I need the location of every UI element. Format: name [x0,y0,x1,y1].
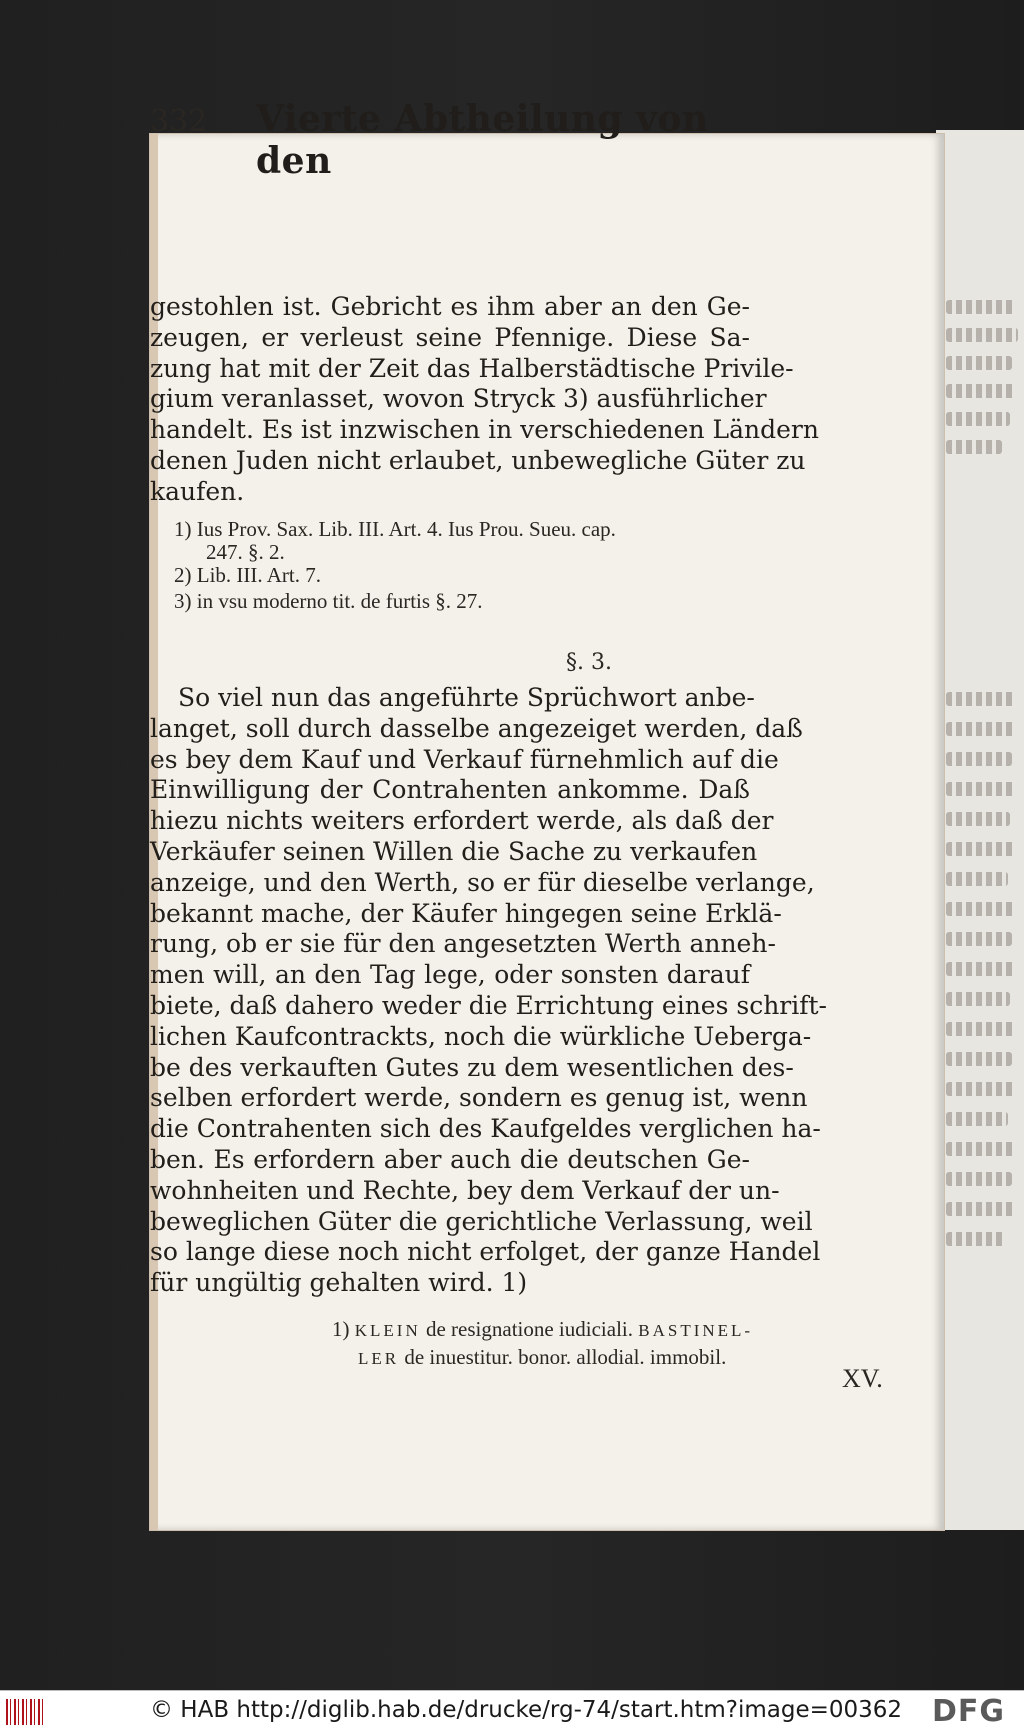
adjacent-page-text [946,1112,1008,1126]
text-line: denen Juden nicht erlaubet, unbewegliche Güter zu [150,445,806,475]
footer-bar [0,1690,1024,1731]
barcode-icon [6,1699,46,1725]
text-line: lichen Kaufcontrackts, noch die würkliche Ueberga- [150,1021,812,1051]
adjacent-page-text [946,1232,1006,1246]
adjacent-page-text [946,812,1010,826]
text-line: So viel nun das angeführte Sprüchwort anbe- [178,683,755,712]
adjacent-page-text [946,722,1016,736]
adjacent-page-text [946,1172,1012,1186]
adjacent-page-text [946,932,1012,946]
adjacent-page-text [946,440,1002,454]
footnotes-1 [174,516,744,614]
text-line: zeugen, er verleust seine Pfennige. Diese Sa- [150,322,750,352]
footnote-text: de resignatione iudiciali. [425,1317,634,1341]
footnote-line: 1) Ius Prov. Sax. Lib. III. Art. 4. Ius Prou. Sueu. cap. [174,517,616,541]
running-head [150,94,770,182]
adjacent-page-text [946,384,1016,398]
adjacent-page-text [946,782,1016,796]
section-heading: §. 3. [566,650,612,675]
text-line: langet, soll durch dasselbe angezeiget werden, daß [150,713,803,743]
footnote-text: de inuestitur. bonor. allodial. immobil. [404,1345,727,1369]
text-line: zung hat mit der Zeit das Halberstädtische Privile- [150,353,794,383]
text-line: men will, an den Tag lege, oder sonsten darauf [150,960,750,990]
text-line: Verkäufer seinen Willen die Sache zu verkaufen [150,836,758,866]
adjacent-page-text [946,1052,1012,1066]
adjacent-page-text [946,872,1008,886]
text-line: handelt. Es ist inzwischen in verschiedenen Ländern [150,415,819,445]
adjacent-page-text [946,356,1012,370]
text-line: bekannt mache, der Käufer hingegen seine Erklä- [150,898,782,928]
footnote-line: 247. §. 2. [206,540,285,564]
dfg-logo: DFG [932,1694,1006,1729]
adjacent-page-text [946,752,1012,766]
adjacent-page-text [946,692,1016,706]
text-line: so lange diese noch nicht erfolget, der ganze Handel [150,1237,821,1267]
adjacent-page-text [946,962,1016,976]
text-line: Einwilligung der Contrahenten ankomme. Daß [150,775,750,805]
text-line: die Contrahenten sich des Kaufgeldes verglichen ha- [150,1114,821,1144]
paragraph-2 [150,683,828,1299]
text-line: beweglichen Güter die gerichtliche Verlassung, weil [150,1206,813,1236]
footnote-marker: 1) [332,1317,350,1341]
catchword: XV. [842,1364,883,1393]
text-line: wohnheiten und Rechte, bey dem Verkauf der un- [150,1175,780,1205]
adjacent-page-text [946,300,1016,314]
adjacent-page-text [946,1142,1016,1156]
text-line: biete, daß dahero weder die Errichtung eines schrift- [150,990,828,1020]
footnote-line: 3) in vsu moderno tit. de furtis §. 27. [174,589,483,613]
attribution-link[interactable]: © HAB http://diglib.hab.de/drucke/rg-74/start.htm?image=00362 [150,1697,903,1723]
text-line: für ungültig gehalten wird. 1) [150,1268,528,1298]
text-line: ben. Es erfordern aber auch die deutschen Ge- [150,1144,750,1174]
adjacent-page-text [946,902,1016,916]
text-line: anzeige, und den Werth, so er für dieselbe verlange, [150,867,815,897]
text-line: be des verkauften Gutes zu dem wesentlichen des- [150,1052,794,1082]
text-line: gium veranlasset, wovon Stryck 3) ausführlicher [150,384,767,414]
footnote-author: BASTINEL- [638,1321,754,1340]
text-line: kaufen. [150,476,245,506]
adjacent-page-text [946,412,1010,426]
footnote-author: LER [358,1349,400,1368]
paragraph-1 [150,292,819,508]
adjacent-page-text [946,1082,1016,1096]
text-line: hiezu nichts weiters erfordert werde, als daß der [150,806,774,836]
footnote-2 [332,1316,892,1372]
text-line: es bey dem Kauf und Verkauf fürnehmlich auf die [150,744,779,774]
page-number: 332 [150,104,208,139]
adjacent-page-text [946,1022,1016,1036]
running-head-title: Vierte Abtheilung von den [256,98,709,182]
text-line: gestohlen ist. Gebricht es ihm aber an den Ge- [150,292,750,321]
adjacent-page-text [946,328,1018,342]
footnote-line [332,1316,892,1344]
text-line: rung, ob er sie für den angesetzten Werth anneh- [150,929,776,959]
footnote-line [332,1344,892,1372]
footnote-line: 2) Lib. III. Art. 7. [174,563,321,587]
footnote-author: KLEIN [354,1321,421,1340]
text-line: selben erfordert werde, sondern es genug ist, wenn [150,1083,808,1113]
adjacent-page-text [946,1202,1016,1216]
adjacent-page-text [946,992,1010,1006]
adjacent-page-text [946,842,1016,856]
